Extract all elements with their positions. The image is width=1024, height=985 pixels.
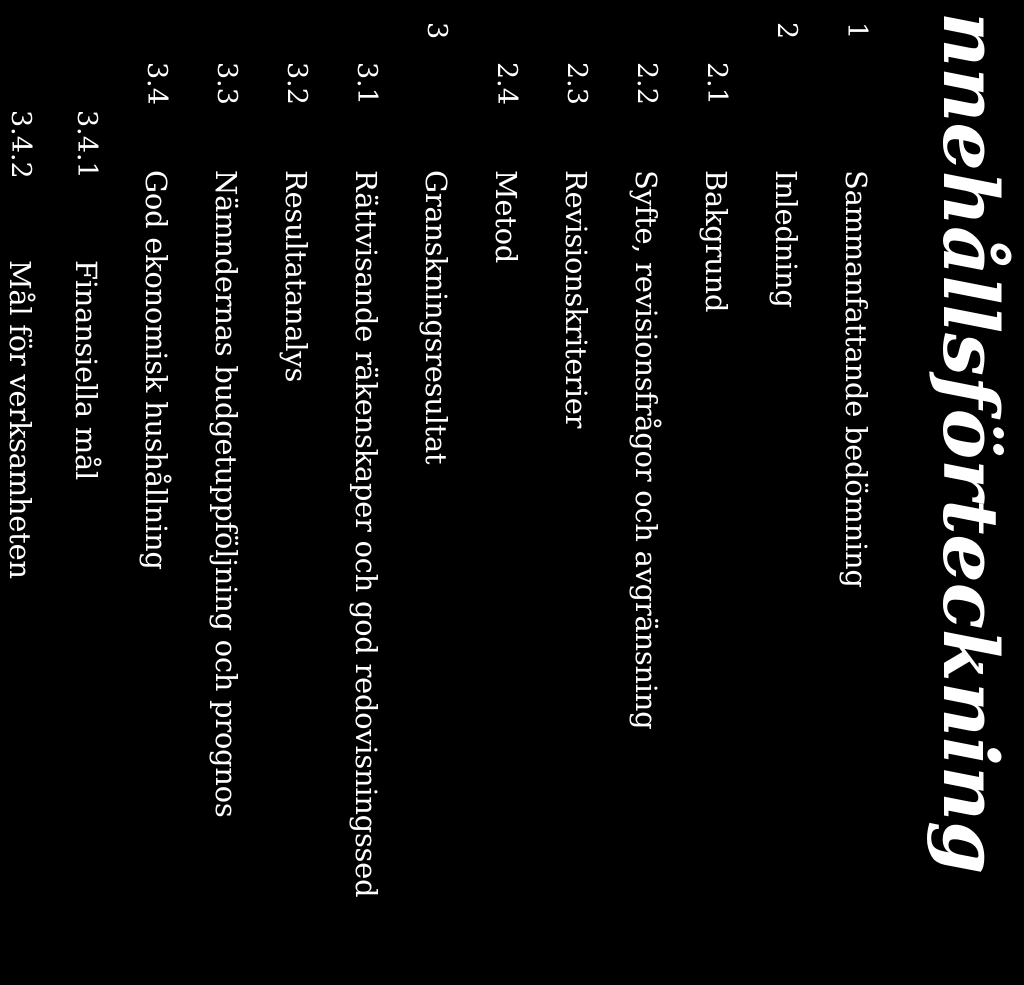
toc-entry-text: Inledning — [769, 170, 803, 308]
toc-entry-text: Bakgrund — [699, 170, 733, 313]
toc-entry-number: 3.1 — [351, 62, 382, 105]
toc-entry-text: Resultatanalys — [279, 170, 313, 383]
toc-entry-text: Syfte, revisionsfrågor och avgränsning — [629, 170, 663, 730]
toc-entry-text: Finansiella mål — [69, 260, 103, 480]
toc-entry-text: God ekonomisk hushållning — [139, 170, 173, 570]
toc-entry-number: 3 — [421, 22, 452, 40]
toc-entry-number: 2.3 — [561, 62, 592, 105]
toc-entry-number: 3.4 — [141, 62, 172, 105]
toc-entry-text: Mål för verksamheten — [3, 260, 37, 579]
toc-entry-number: 3.4.2 — [5, 110, 36, 179]
toc-entry-number: 2.4 — [491, 62, 522, 105]
toc-entry-text: Granskningsresultat — [419, 170, 453, 465]
toc-entry-number: 1 — [841, 22, 872, 40]
toc-entry-number: 2 — [771, 22, 802, 40]
toc-entry-number: 3.2 — [281, 62, 312, 105]
toc-entry-text: Metod — [489, 170, 523, 264]
toc-entry-text: Revisionskriterier — [559, 170, 593, 429]
toc-entry-number: 2.2 — [631, 62, 662, 105]
toc-entry-number: 3.3 — [211, 62, 242, 105]
toc-title: nnehållsförteckning — [926, 12, 1015, 875]
toc-entry-text: Rättvisande räkenskaper och god redovisningssed — [349, 170, 383, 898]
toc-entry-number: 3.4.1 — [71, 110, 102, 179]
toc-entry-text: Nämndernas budgetuppföljning och prognos — [209, 170, 243, 818]
toc-entry-number: 2.1 — [701, 62, 732, 105]
toc-entry-text: Sammanfattande bedömning — [839, 170, 873, 588]
